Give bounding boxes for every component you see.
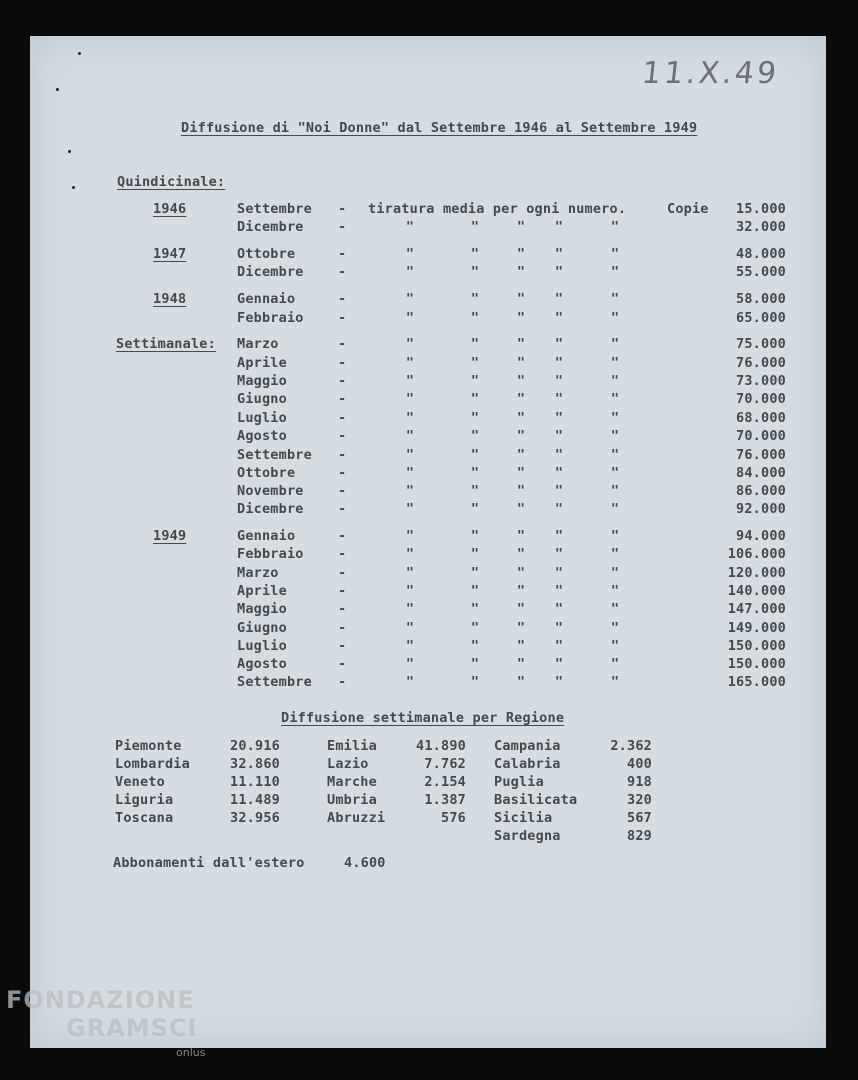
ditto-mark: " xyxy=(516,601,526,617)
row-copies-value: 147.000 xyxy=(727,601,786,617)
ditto-mark: " xyxy=(610,638,620,654)
row-dash: - xyxy=(338,528,347,544)
ditto-mark: " xyxy=(554,638,564,654)
region-name: Campania xyxy=(494,738,561,754)
row-month: Dicembre xyxy=(237,264,304,280)
ditto-mark: " xyxy=(470,336,480,352)
ditto-mark: " xyxy=(554,373,564,389)
ditto-mark: " xyxy=(516,638,526,654)
ditto-mark: " xyxy=(470,546,480,562)
ditto-mark: " xyxy=(554,219,564,235)
region-value: 41.890 xyxy=(416,738,466,754)
ditto-mark: " xyxy=(610,674,620,690)
region-value: 829 xyxy=(627,828,652,844)
row-copies-value: 68.000 xyxy=(736,410,786,426)
region-name: Veneto xyxy=(115,774,165,790)
row-month: Febbraio xyxy=(237,546,304,562)
row-copies-value: 140.000 xyxy=(727,583,786,599)
ditto-mark: " xyxy=(405,528,415,544)
row-dash: - xyxy=(338,428,347,444)
ditto-mark: " xyxy=(516,674,526,690)
ditto-mark: " xyxy=(405,391,415,407)
ditto-mark: " xyxy=(405,620,415,636)
ditto-mark: " xyxy=(610,583,620,599)
row-month: Settembre xyxy=(237,447,312,463)
row-year: 1949 xyxy=(153,528,187,544)
row-dash: - xyxy=(338,465,347,481)
row-copies-value: 75.000 xyxy=(736,336,786,352)
ditto-mark: " xyxy=(405,264,415,280)
row-month: Marzo xyxy=(237,336,279,352)
ditto-mark: " xyxy=(405,373,415,389)
row-month: Dicembre xyxy=(237,501,304,517)
ditto-mark: " xyxy=(405,583,415,599)
ditto-mark: " xyxy=(405,428,415,444)
region-name: Puglia xyxy=(494,774,544,790)
ditto-mark: " xyxy=(516,264,526,280)
region-name: Abruzzi xyxy=(327,810,386,826)
row-copies-value: 70.000 xyxy=(736,391,786,407)
row-dash: - xyxy=(338,565,347,581)
ditto-mark: " xyxy=(516,373,526,389)
ditto-mark: " xyxy=(610,264,620,280)
ditto-mark: " xyxy=(516,620,526,636)
ditto-mark: " xyxy=(554,391,564,407)
ditto-mark: " xyxy=(405,291,415,307)
region-value: 320 xyxy=(627,792,652,808)
ditto-mark: " xyxy=(516,546,526,562)
column-header-copie: Copie xyxy=(667,201,709,217)
row-copies-value: 48.000 xyxy=(736,246,786,262)
region-name: Umbria xyxy=(327,792,377,808)
region-name: Lombardia xyxy=(115,756,190,772)
ditto-mark: " xyxy=(405,219,415,235)
region-value: 20.916 xyxy=(230,738,280,754)
ditto-mark: " xyxy=(554,264,564,280)
ditto-mark: " xyxy=(610,546,620,562)
row-copies-value: 106.000 xyxy=(727,546,786,562)
ditto-mark: " xyxy=(554,601,564,617)
ditto-mark: " xyxy=(470,355,480,371)
ditto-mark: " xyxy=(470,428,480,444)
row-dash: - xyxy=(338,447,347,463)
punch-mark xyxy=(68,150,71,153)
ditto-mark: " xyxy=(405,310,415,326)
row-month: Marzo xyxy=(237,565,279,581)
ditto-mark: " xyxy=(405,546,415,562)
ditto-mark: " xyxy=(610,447,620,463)
row-copies-value: 86.000 xyxy=(736,483,786,499)
row-dash: - xyxy=(338,336,347,352)
ditto-mark: " xyxy=(610,336,620,352)
ditto-mark: " xyxy=(610,219,620,235)
ditto-mark: " xyxy=(610,391,620,407)
ditto-mark: " xyxy=(405,601,415,617)
row-dash: - xyxy=(338,264,347,280)
row-dash: - xyxy=(338,483,347,499)
punch-mark xyxy=(56,88,59,91)
ditto-mark: " xyxy=(405,483,415,499)
row-copies-value: 73.000 xyxy=(736,373,786,389)
ditto-mark: " xyxy=(470,583,480,599)
row-dash: - xyxy=(338,601,347,617)
row-dash: - xyxy=(338,373,347,389)
row-dash: - xyxy=(338,291,347,307)
ditto-mark: " xyxy=(554,565,564,581)
ditto-mark: " xyxy=(516,465,526,481)
ditto-mark: " xyxy=(554,620,564,636)
ditto-mark: " xyxy=(405,465,415,481)
row-month: Maggio xyxy=(237,373,287,389)
ditto-mark: " xyxy=(516,501,526,517)
region-value: 400 xyxy=(627,756,652,772)
ditto-mark: " xyxy=(516,336,526,352)
row-copies-value: 92.000 xyxy=(736,501,786,517)
ditto-mark: " xyxy=(554,501,564,517)
punch-mark xyxy=(78,52,81,55)
ditto-mark: " xyxy=(610,465,620,481)
column-header-text: tiratura media per ogni numero. xyxy=(368,201,627,217)
ditto-mark: " xyxy=(554,483,564,499)
ditto-mark: " xyxy=(554,528,564,544)
row-month: Giugno xyxy=(237,620,287,636)
abbonamenti-label: Abbonamenti dall'estero xyxy=(113,855,305,871)
ditto-mark: " xyxy=(470,410,480,426)
ditto-mark: " xyxy=(470,246,480,262)
row-copies-value: 165.000 xyxy=(727,674,786,690)
row-dash: - xyxy=(338,391,347,407)
ditto-mark: " xyxy=(516,355,526,371)
row-month: Maggio xyxy=(237,601,287,617)
ditto-mark: " xyxy=(610,528,620,544)
row-month: Dicembre xyxy=(237,219,304,235)
region-value: 567 xyxy=(627,810,652,826)
section-quindicinale: Quindicinale: xyxy=(117,174,226,190)
ditto-mark: " xyxy=(516,428,526,444)
handwritten-date: 11.X.49 xyxy=(640,56,781,91)
ditto-mark: " xyxy=(554,674,564,690)
region-name: Lazio xyxy=(327,756,369,772)
row-dash: - xyxy=(338,201,347,217)
ditto-mark: " xyxy=(470,264,480,280)
ditto-mark: " xyxy=(516,246,526,262)
ditto-mark: " xyxy=(516,447,526,463)
ditto-mark: " xyxy=(405,355,415,371)
ditto-mark: " xyxy=(554,355,564,371)
ditto-mark: " xyxy=(554,546,564,562)
region-value: 576 xyxy=(441,810,466,826)
ditto-mark: " xyxy=(554,310,564,326)
row-copies-value: 84.000 xyxy=(736,465,786,481)
ditto-mark: " xyxy=(610,410,620,426)
region-name: Piemonte xyxy=(115,738,182,754)
ditto-mark: " xyxy=(610,620,620,636)
ditto-mark: " xyxy=(554,336,564,352)
ditto-mark: " xyxy=(470,483,480,499)
ditto-mark: " xyxy=(554,447,564,463)
region-value: 11.489 xyxy=(230,792,280,808)
row-copies-value: 149.000 xyxy=(727,620,786,636)
row-month: Agosto xyxy=(237,656,287,672)
region-value: 2.362 xyxy=(610,738,652,754)
abbonamenti-value: 4.600 xyxy=(344,855,386,871)
watermark-onlus: onlus xyxy=(176,1046,206,1059)
ditto-mark: " xyxy=(405,674,415,690)
row-month: Luglio xyxy=(237,638,287,654)
region-name: Liguria xyxy=(115,792,174,808)
ditto-mark: " xyxy=(516,291,526,307)
row-dash: - xyxy=(338,219,347,235)
ditto-mark: " xyxy=(516,219,526,235)
row-dash: - xyxy=(338,355,347,371)
row-copies-value: 150.000 xyxy=(727,638,786,654)
row-dash: - xyxy=(338,656,347,672)
ditto-mark: " xyxy=(610,428,620,444)
ditto-mark: " xyxy=(405,336,415,352)
row-month: Aprile xyxy=(237,583,287,599)
ditto-mark: " xyxy=(470,465,480,481)
ditto-mark: " xyxy=(610,246,620,262)
watermark-fondazione: FONDAZIONE xyxy=(6,986,195,1014)
row-dash: - xyxy=(338,620,347,636)
region-value: 1.387 xyxy=(424,792,466,808)
ditto-mark: " xyxy=(470,565,480,581)
ditto-mark: " xyxy=(610,355,620,371)
region-name: Toscana xyxy=(115,810,174,826)
ditto-mark: " xyxy=(470,638,480,654)
region-value: 918 xyxy=(627,774,652,790)
row-copies-value: 94.000 xyxy=(736,528,786,544)
region-name: Sicilia xyxy=(494,810,553,826)
ditto-mark: " xyxy=(610,565,620,581)
region-section-title: Diffusione settimanale per Regione xyxy=(281,710,565,726)
ditto-mark: " xyxy=(470,219,480,235)
punch-mark xyxy=(72,186,75,189)
ditto-mark: " xyxy=(516,310,526,326)
ditto-mark: " xyxy=(470,620,480,636)
ditto-mark: " xyxy=(405,410,415,426)
row-copies-value: 70.000 xyxy=(736,428,786,444)
row-month: Luglio xyxy=(237,410,287,426)
watermark-gramsci: GRAMSCI xyxy=(66,1014,198,1042)
ditto-mark: " xyxy=(470,447,480,463)
ditto-mark: " xyxy=(405,565,415,581)
row-month: Aprile xyxy=(237,355,287,371)
document-title: Diffusione di "Noi Donne" dal Settembre 1946 al Settembre 1949 xyxy=(181,120,698,136)
ditto-mark: " xyxy=(405,246,415,262)
ditto-mark: " xyxy=(554,410,564,426)
ditto-mark: " xyxy=(610,373,620,389)
row-year: 1948 xyxy=(153,291,187,307)
ditto-mark: " xyxy=(470,528,480,544)
row-year: 1947 xyxy=(153,246,187,262)
row-dash: - xyxy=(338,310,347,326)
ditto-mark: " xyxy=(610,656,620,672)
row-copies-value: 120.000 xyxy=(727,565,786,581)
row-dash: - xyxy=(338,246,347,262)
ditto-mark: " xyxy=(610,291,620,307)
ditto-mark: " xyxy=(516,583,526,599)
region-value: 11.110 xyxy=(230,774,280,790)
row-month: Novembre xyxy=(237,483,304,499)
region-name: Emilia xyxy=(327,738,377,754)
ditto-mark: " xyxy=(554,465,564,481)
region-value: 7.762 xyxy=(424,756,466,772)
row-copies-value: 65.000 xyxy=(736,310,786,326)
ditto-mark: " xyxy=(554,246,564,262)
ditto-mark: " xyxy=(470,373,480,389)
ditto-mark: " xyxy=(554,583,564,599)
section-settimanale: Settimanale: xyxy=(116,336,216,352)
ditto-mark: " xyxy=(516,565,526,581)
ditto-mark: " xyxy=(610,310,620,326)
ditto-mark: " xyxy=(470,310,480,326)
row-dash: - xyxy=(338,410,347,426)
row-month: Giugno xyxy=(237,391,287,407)
region-value: 32.860 xyxy=(230,756,280,772)
ditto-mark: " xyxy=(554,428,564,444)
ditto-mark: " xyxy=(405,501,415,517)
ditto-mark: " xyxy=(516,656,526,672)
row-dash: - xyxy=(338,638,347,654)
row-dash: - xyxy=(338,674,347,690)
ditto-mark: " xyxy=(470,656,480,672)
row-copies-value: 55.000 xyxy=(736,264,786,280)
row-month: Settembre xyxy=(237,201,312,217)
ditto-mark: " xyxy=(405,447,415,463)
row-month: Gennaio xyxy=(237,291,296,307)
ditto-mark: " xyxy=(470,674,480,690)
region-name: Basilicata xyxy=(494,792,578,808)
row-dash: - xyxy=(338,501,347,517)
ditto-mark: " xyxy=(405,638,415,654)
ditto-mark: " xyxy=(610,501,620,517)
ditto-mark: " xyxy=(470,291,480,307)
region-name: Sardegna xyxy=(494,828,561,844)
region-value: 2.154 xyxy=(424,774,466,790)
row-copies-value: 58.000 xyxy=(736,291,786,307)
ditto-mark: " xyxy=(405,656,415,672)
row-copies-value: 76.000 xyxy=(736,447,786,463)
row-month: Febbraio xyxy=(237,310,304,326)
row-month: Gennaio xyxy=(237,528,296,544)
ditto-mark: " xyxy=(516,528,526,544)
row-month: Settembre xyxy=(237,674,312,690)
ditto-mark: " xyxy=(516,391,526,407)
ditto-mark: " xyxy=(554,291,564,307)
ditto-mark: " xyxy=(610,601,620,617)
row-copies-value: 15.000 xyxy=(736,201,786,217)
row-month: Agosto xyxy=(237,428,287,444)
ditto-mark: " xyxy=(470,391,480,407)
region-name: Calabria xyxy=(494,756,561,772)
ditto-mark: " xyxy=(554,656,564,672)
row-copies-value: 32.000 xyxy=(736,219,786,235)
ditto-mark: " xyxy=(610,483,620,499)
row-year: 1946 xyxy=(153,201,187,217)
ditto-mark: " xyxy=(470,501,480,517)
region-value: 32.956 xyxy=(230,810,280,826)
row-month: Ottobre xyxy=(237,465,296,481)
ditto-mark: " xyxy=(516,483,526,499)
row-copies-value: 150.000 xyxy=(727,656,786,672)
row-dash: - xyxy=(338,546,347,562)
ditto-mark: " xyxy=(516,410,526,426)
region-name: Marche xyxy=(327,774,377,790)
row-month: Ottobre xyxy=(237,246,296,262)
row-dash: - xyxy=(338,583,347,599)
ditto-mark: " xyxy=(470,601,480,617)
row-copies-value: 76.000 xyxy=(736,355,786,371)
